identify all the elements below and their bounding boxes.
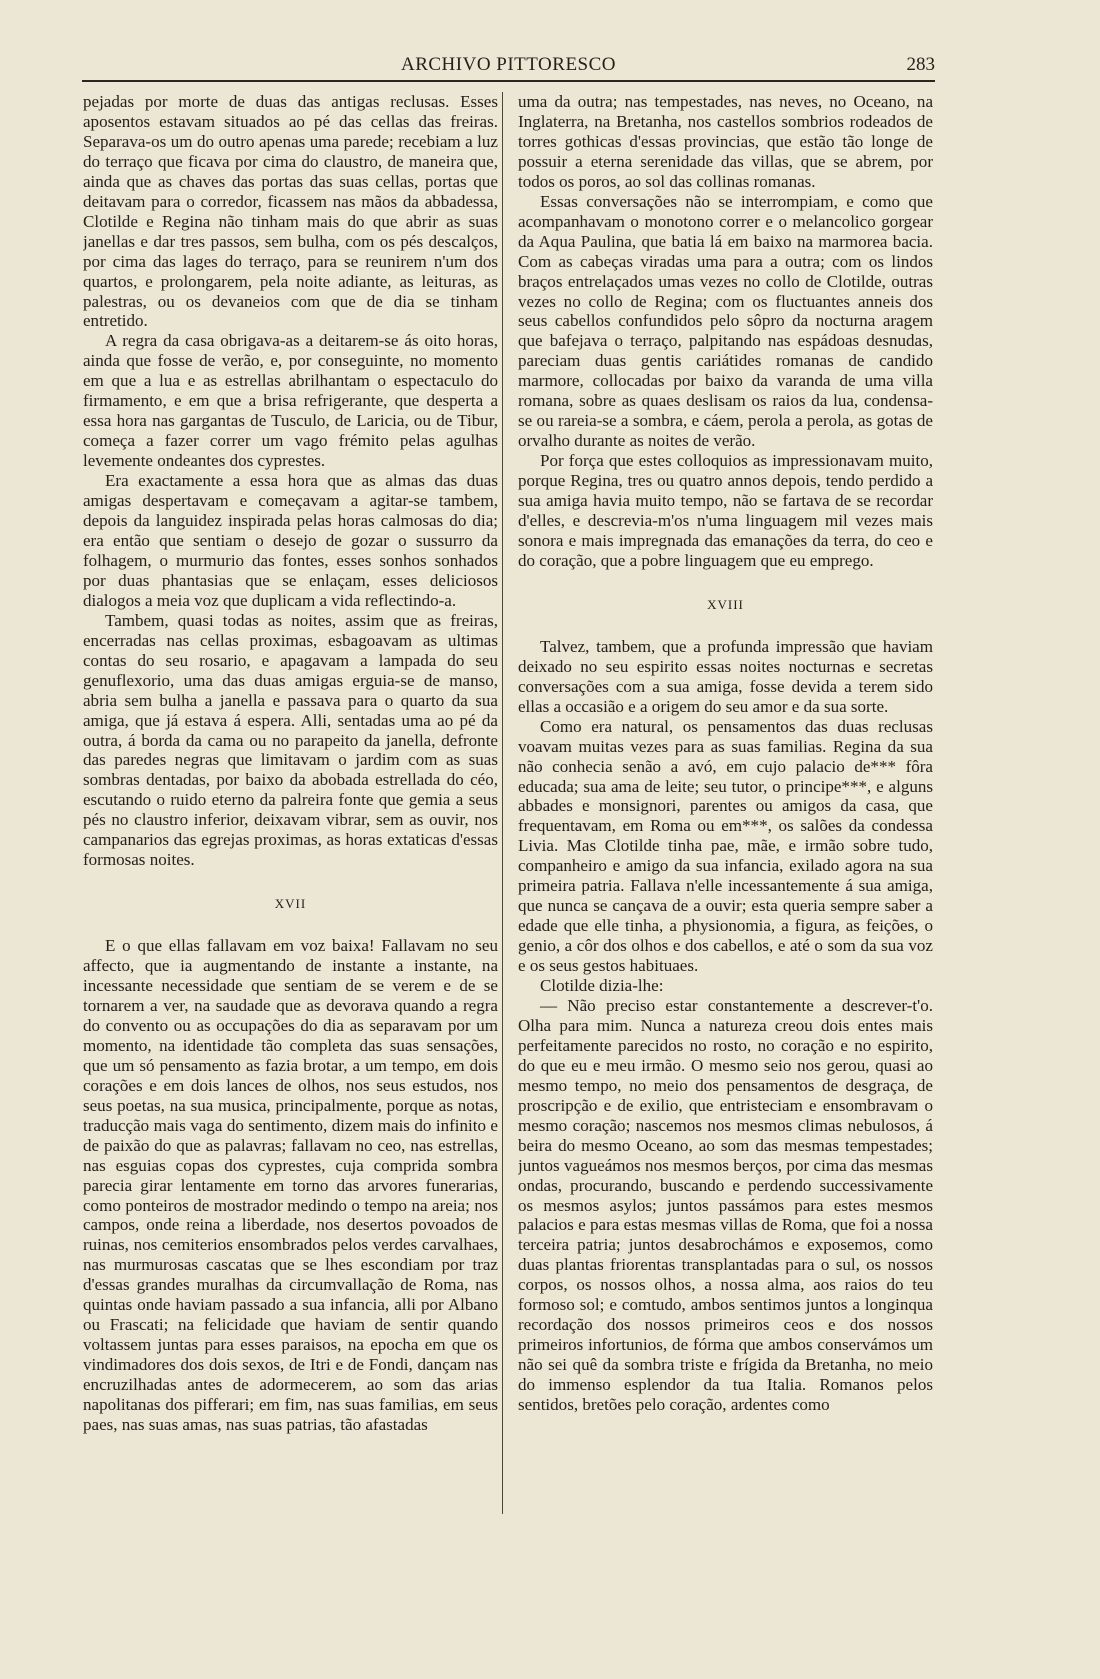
- paragraph: Talvez, tambem, que a profunda impressão que haviam deixado no seu espirito essas noites nocturnas e secretas conversações com a sua amiga, fosse devida a terem sido ellas a occasião e a origem do seu amor e da sua sorte.: [518, 636, 933, 716]
- section-heading-xvii: XVII: [274, 896, 307, 912]
- left-column: [83, 92, 498, 1652]
- journal-title: ARCHIVO PITTORESCO: [400, 54, 617, 75]
- paragraph: Essas conversações não se interrompiam, e como que acompanhavam o monotono correr e o melancolico gorgear da Aqua Paulina, que batia lá em baixo na marmorea bacia. Com as cabeças viradas uma para a outra; com os lindos braços entrelaçados umas vezes no collo de Clotilde, outras vezes no collo de Regina; com os fluctuantes anneis dos seus cabellos confundidos pelo sôpro da nocturna aragem que bafejava o terraço, palpitando nas espádoas desnudas, pareciam duas gentis cariátides romanas de candido marmore, collocadas por baixo da varanda de uma villa romana, sobre as quaes deslisam os raios da lua, condensa-se ou rareia-se a sombra, e cáem, perola a perola, as gotas de orvalho durante as noites de verão.: [518, 191, 933, 451]
- paragraph: — Não preciso estar constantemente a descrever-t'o. Olha para mim. Nunca a natureza creou dois entes mais perfeitamente parecidos no rosto, no coração e no espirito, do que eu e meu irmão. O mesmo seio nos gerou, quasi ao mesmo tempo, no meio dos pensamentos de desgraça, de proscripção e de exilio, que entristeciam e ensombravam o mesmo coração; nascemos nos mesmos climas nebulosos, á beira do mesmo Oceano, ao som das mesmas tempestades; juntos vagueámos nos mesmos berços, por cima das mesmas ondas, procurando, buscando e perdendo successivamente os mesmos asylos; juntos passámos para estes mesmos palacios e para estas mesmas villas de Roma, que foi a nossa terceira patria; juntos desabrochámos e exposemos, como duas plantas friorentas transplantadas para o sul, os nossos corpos, os nossos olhos, a nossa alma, aos raios do teu formoso sol; e comtudo, ambos sentimos juntos a longinqua recordação dos nossos primeiros ceos e dos nossos primeiros infortunios, de fórma que ambos conservámos um não sei quê da sombra triste e frígida da Bretanha, no meio do immenso esplendor da tua Italia. Romanos pelos sentidos, bretões pelo coração, ardentes como: [518, 995, 933, 1415]
- page-number: 283: [906, 54, 935, 75]
- running-header: [82, 50, 935, 82]
- paragraph: E o que ellas fallavam em voz baixa! Fallavam no seu affecto, que ia augmentando de instante a instante, na incessante necessidade que sentiam de se verem e de se tornarem a ver, na saudade que as devorava quando a regra do convento ou as occupações do dia as separavam por um momento, na identidade tão completa das suas sensações, que um só pensamento as fazia brotar, a um tempo, em dois corações e em dois lances de olhos, nos seus estudos, nos seus poetas, na sua musica, principalmente, porque as notas, traducção mais vaga do sentimento, dizem mais do infinito e de paixão do que as palavras; fallavam no ceo, nas estrellas, nas esguias copas dos cyprestes, cuja comprida sombra parecia girar lentamente em torno das arvores funerarias, como ponteiros de mostrador medindo o tempo na areia; nos campos, onde reina a liberdade, nos desertos povoados de ruinas, nos cemiterios ensombrados pelos verdes carvalhaes, nas murmurosas cascatas que se lhes escondiam por traz d'essas grandes muralhas da circumvallação de Roma, nas quintas onde haviam passado a sua infancia, alli por Albano ou Frascati; na felicidade que haviam de sentir quando voltassem juntas para esses paraisos, na epocha em que os vindimadores dos dois sexos, de Itri e de Fondi, dançam nas encruzilhadas antes de adormecerem, ao som das arias napolitanas dos pifferari; em fim, nas suas familias, em seus paes, nas suas amas, nas suas patrias, tão afastadas: [83, 936, 498, 1434]
- right-column: [518, 92, 933, 1652]
- paragraph: A regra da casa obrigava-as a deitarem-se ás oito horas, ainda que fosse de verão, e, por conseguinte, no momento em que a lua e as estrellas abrilhantam o espectaculo do firmamento, e em que a brisa refrigerante, que desperta a essa hora nas gargantas de Tusculo, de Laricia, ou de Tibur, começa a fazer correr um vago frémito pelas agulhas levemente ondeantes dos cyprestes.: [83, 331, 498, 471]
- paragraph: Era exactamente a essa hora que as almas das duas amigas despertavam e começavam a agitar-se tambem, depois da languidez inspirada pelas horas calmosas do dia; era então que sentiam o desejo de gozar o sussurro da folhagem, o murmurio das fontes, esses sonhos sonhados por duas phantasias que se enlaçam, esses deliciosos dialogos a meia voz que duplicam a vida reflectindo-a.: [83, 471, 498, 610]
- paragraph: uma da outra; nas tempestades, nas neves, no Oceano, na Inglaterra, na Bretanha, nos castellos sombrios rodeados de torres gothicas d'essas provincias, que estão tão longe de possuir a eterna serenidade das villas, que se abrem, por todos os poros, ao sol das collinas romanas.: [518, 92, 933, 191]
- section-heading-xviii: XVIII: [707, 596, 744, 612]
- paragraph: Por força que estes colloquios as impressionavam muito, porque Regina, tres ou quatro annos depois, tendo perdido a sua amiga havia muito tempo, não se fartava de se recordar d'elles, e descrevia-m'os n'uma linguagem mil vezes mais sonora e mais impregnada das emanações da terra, do ceo e do coração, que a pobre linguagem que eu emprego.: [518, 451, 933, 570]
- paragraph: pejadas por morte de duas das antigas reclusas. Esses aposentos estavam situados ao pé das cellas das freiras. Separava-os um do outro apenas uma parede; recebiam a luz do terraço que ficava por cima do claustro, de maneira que, ainda que as chaves das portas das suas cellas, portas que deitavam para o corredor, ficassem nas mãos da abbadessa, Clotilde e Regina não tinham mais do que abrir as suas janellas e dar tres passos, sem bulha, com os pés descalços, por cima das lages do terraço, para se reunirem n'um dos quartos, e prolongarem, pela noite adiante, as leituras, as palestras, ou os devaneios com que de dia se tinham entretido.: [83, 92, 498, 331]
- column-divider: [502, 92, 503, 1514]
- paragraph: Como era natural, os pensamentos das duas reclusas voavam muitas vezes para as suas familias. Regina da sua não conhecia senão a avó, em cujo palacio de*** fôra educada; sua ama de leite; seu tutor, o principe***, e alguns abbades e monsignori, parentes ou amigos da casa, que frequentavam, em Roma ou em***, os salões da condessa Livia. Mas Clotilde tinha pae, mãe, e irmão sobre tudo, companheiro e amigo da sua infancia, exilado agora na sua primeira patria. Fallava n'elle incessantemente á sua amiga, que nunca se cançava de a ouvir; esta queria sempre saber a edade que elle tinha, a physionomia, a figura, as feições, o genio, a côr dos olhos e dos cabellos, e até o som da sua voz e os seus gestos habituaes.: [518, 716, 933, 976]
- paragraph: Clotilde dizia-lhe:: [540, 976, 664, 996]
- paragraph: Tambem, quasi todas as noites, assim que as freiras, encerradas nas cellas proximas, esbagoavam as ultimas contas do seu rosario, e apagavam a lampada do seu genuflexorio, uma das duas amigas erguia-se de manso, abria sem bulha a janella e passava para o quarto da sua amiga, que já estava á espera. Alli, sentadas uma ao pé da outra, á borda da cama ou no parapeito da janella, defronte das paredes negras que limitavam o jardim com as suas sombras dentadas, por baixo da abobada estrellada do céo, escutando o ruido eterno da palreira fonte que gemia a seus pés no claustro inferior, deixavam vibrar, sem as ouvir, nos campanarios das egrejas proximas, as horas extaticas d'essas formosas noites.: [83, 610, 498, 870]
